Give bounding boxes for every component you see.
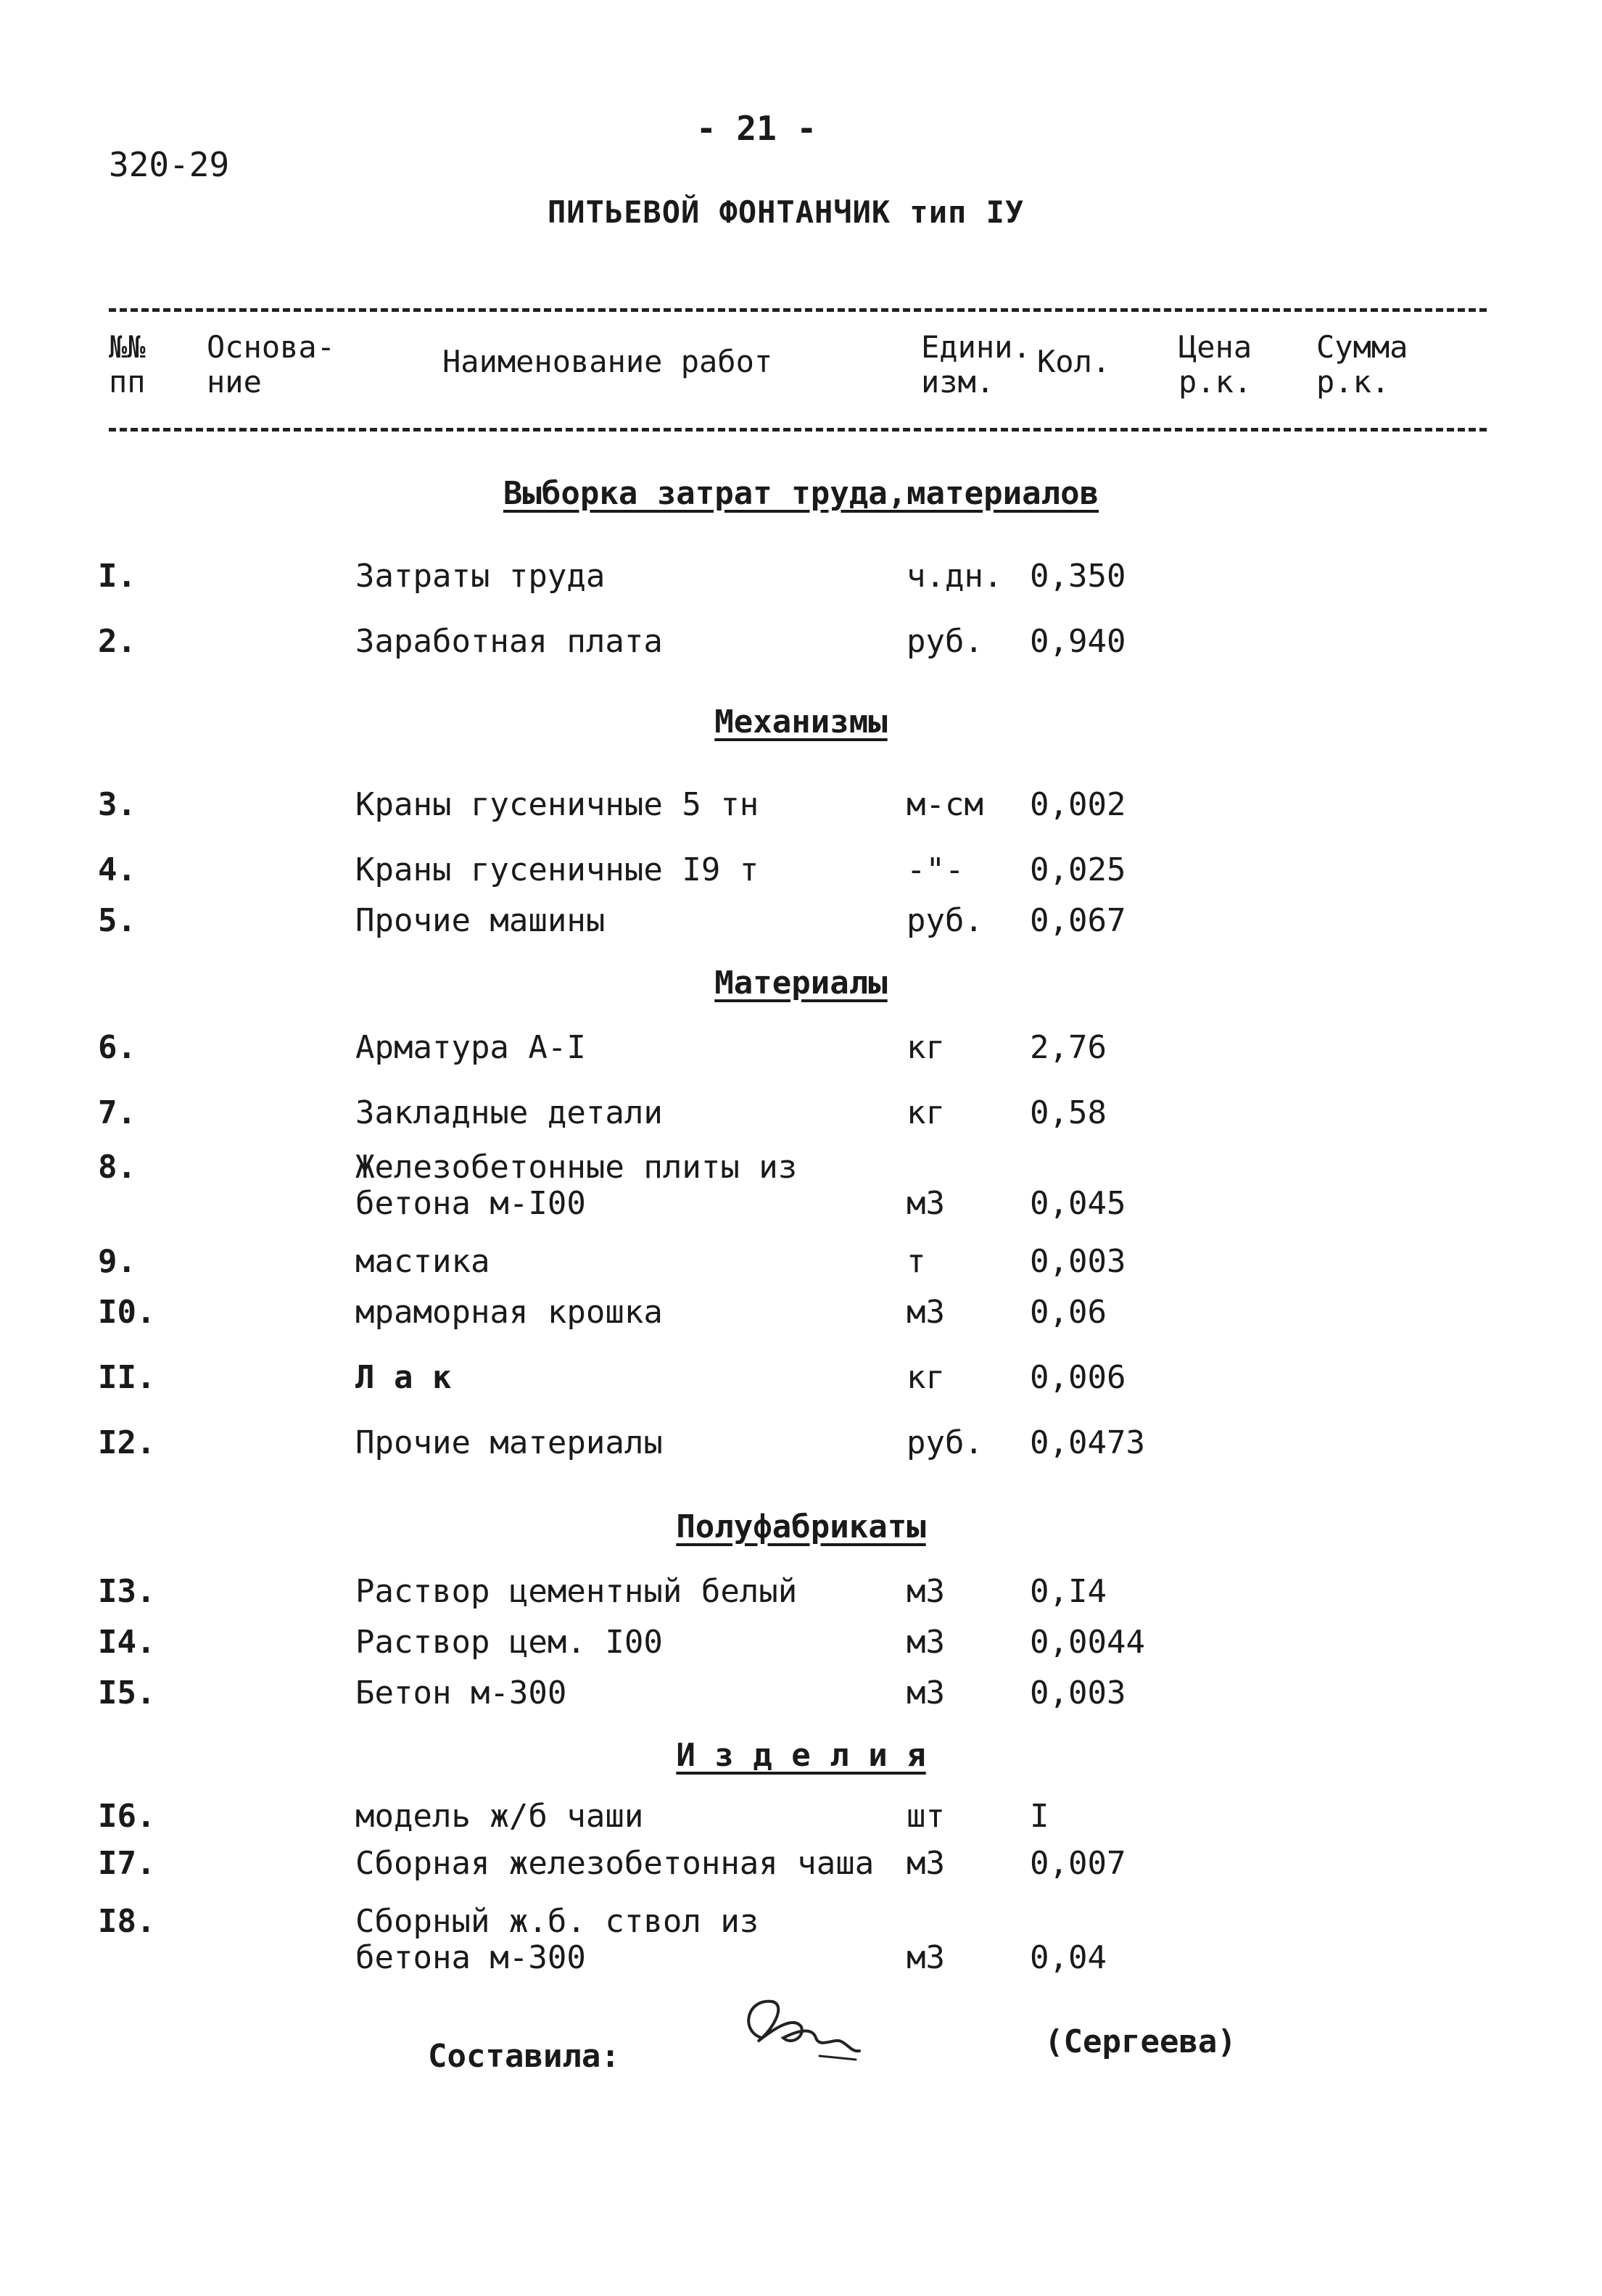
table-top-rule	[109, 308, 1487, 312]
row-quantity: 0,002	[1030, 786, 1126, 823]
row-name: Железобетонные плиты из бетона м-I00	[355, 1149, 798, 1222]
row-name: Сборная железобетонная чаша	[355, 1845, 875, 1882]
row-quantity: 0,045	[1030, 1185, 1126, 1222]
row-number: I.	[98, 558, 136, 595]
row-unit: кг	[907, 1359, 945, 1396]
row-number: 9.	[98, 1243, 136, 1280]
row-unit: -"-	[907, 851, 965, 888]
row-number: 5.	[98, 902, 136, 939]
section-title: Полуфабрикаты	[676, 1508, 926, 1545]
row-unit: м-см	[907, 786, 983, 823]
row-unit: руб.	[907, 902, 983, 939]
row-quantity: 0,350	[1030, 558, 1126, 595]
row-unit: м3	[907, 1294, 945, 1331]
row-unit: м3	[907, 1624, 945, 1661]
row-quantity: 0,007	[1030, 1845, 1126, 1882]
row-unit: ч.дн.	[907, 558, 1003, 595]
row-number: I8.	[98, 1903, 156, 1940]
row-unit: руб.	[907, 623, 983, 660]
row-quantity: 0,940	[1030, 623, 1126, 660]
row-quantity: 0,I4	[1030, 1573, 1107, 1610]
col-header-unit: Едини. изм.	[921, 329, 1031, 400]
row-number: II.	[98, 1359, 156, 1396]
col-header-num: №№ пп	[109, 329, 146, 400]
row-name: Заработная плата	[355, 623, 663, 660]
row-unit: шт	[907, 1798, 945, 1835]
row-quantity: 0,58	[1030, 1094, 1107, 1131]
row-number: 8.	[98, 1149, 136, 1186]
row-quantity: 0,0473	[1030, 1424, 1145, 1461]
row-number: I5.	[98, 1674, 156, 1711]
row-name: Закладные детали	[355, 1094, 663, 1131]
row-unit: кг	[907, 1094, 945, 1131]
row-number: I6.	[98, 1798, 156, 1835]
col-header-price: Цена р.к.	[1178, 329, 1252, 400]
row-name: Раствор цем. I00	[355, 1624, 663, 1661]
row-unit: м3	[907, 1185, 945, 1222]
row-unit: кг	[907, 1029, 945, 1066]
row-quantity: 0,003	[1030, 1243, 1126, 1280]
row-unit: м3	[907, 1674, 945, 1711]
compiled-by-label: Составила:	[428, 2038, 620, 2075]
row-unit: т	[907, 1243, 926, 1280]
row-name: Прочие машины	[355, 902, 606, 939]
col-header-basis: Основа- ние	[207, 329, 336, 400]
row-name: Краны гусеничные I9 т	[355, 851, 759, 888]
row-name: Раствор цементный белый	[355, 1573, 798, 1610]
row-quantity: 0,067	[1030, 902, 1126, 939]
row-quantity: I	[1030, 1798, 1049, 1835]
row-name: Бетон м-300	[355, 1674, 567, 1711]
row-name: мраморная крошка	[355, 1294, 663, 1331]
row-number: I0.	[98, 1294, 156, 1331]
col-header-sum: Сумма р.к.	[1316, 329, 1408, 400]
row-quantity: 0,006	[1030, 1359, 1126, 1396]
row-unit: м3	[907, 1939, 945, 1976]
section-title: Механизмы	[714, 703, 888, 740]
col-header-name: Наименование работ	[442, 344, 773, 379]
row-number: 7.	[98, 1094, 136, 1131]
row-number: I2.	[98, 1424, 156, 1461]
compiler-name: (Сергеева)	[1044, 2023, 1236, 2060]
row-name: Л а к	[355, 1359, 452, 1396]
row-number: 6.	[98, 1029, 136, 1066]
row-name: Прочие материалы	[355, 1424, 663, 1461]
row-quantity: 0,04	[1030, 1939, 1107, 1976]
signature	[732, 1987, 870, 2070]
row-unit: м3	[907, 1845, 945, 1882]
row-name: Затраты труда	[355, 558, 606, 595]
row-name: Арматура А-I	[355, 1029, 586, 1066]
col-header-qty: Кол.	[1037, 344, 1111, 379]
page-title: ПИТЬЕВОЙ ФОНТАНЧИК тип IУ	[548, 194, 1025, 230]
page-number: - 21 -	[696, 109, 817, 148]
section-title: Материалы	[714, 965, 888, 1002]
row-quantity: 0,0044	[1030, 1624, 1145, 1661]
row-number: 4.	[98, 851, 136, 888]
row-name: Сборный ж.б. ствол из бетона м-300	[355, 1903, 759, 1976]
document-code: 320-29	[109, 145, 230, 184]
row-number: 3.	[98, 786, 136, 823]
table-header-rule	[109, 428, 1487, 431]
row-quantity: 0,003	[1030, 1674, 1126, 1711]
row-name: Краны гусеничные 5 тн	[355, 786, 759, 823]
section-title: Выборка затрат труда,материалов	[503, 475, 1099, 512]
section-title: И з д е л и я	[676, 1737, 926, 1774]
row-number: I7.	[98, 1845, 156, 1882]
row-quantity: 0,06	[1030, 1294, 1107, 1331]
row-number: 2.	[98, 623, 136, 660]
row-unit: м3	[907, 1573, 945, 1610]
row-quantity: 2,76	[1030, 1029, 1107, 1066]
row-number: I4.	[98, 1624, 156, 1661]
row-quantity: 0,025	[1030, 851, 1126, 888]
row-number: I3.	[98, 1573, 156, 1610]
row-name: модель ж/б чаши	[355, 1798, 644, 1835]
row-unit: руб.	[907, 1424, 983, 1461]
row-name: мастика	[355, 1243, 490, 1280]
